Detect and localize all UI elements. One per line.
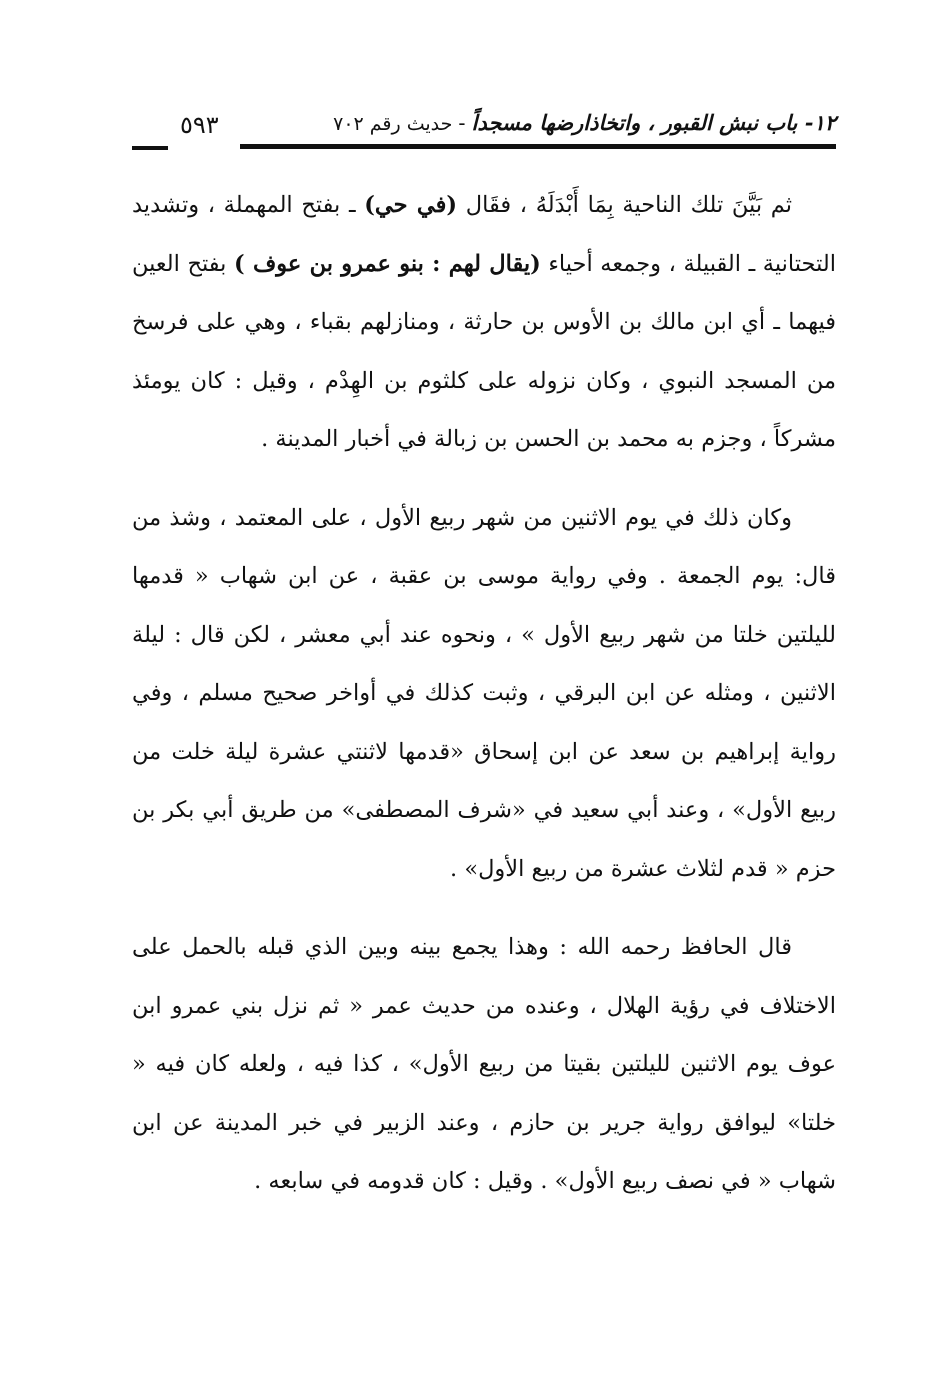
paragraph-1 — [132, 176, 836, 469]
hadith-reference: حديث رقم ٧٠٢ — [333, 113, 453, 135]
running-header — [132, 106, 836, 154]
page-number: ٥٩٣ — [180, 111, 219, 139]
paragraph-2: وكان ذلك في يوم الاثنين من شهر ربيع الأول ، على المعتمد ، وشذ من قال: يوم الجمعة . وفي رواية موسى بن عقبة ، عن ابن شهاب « قدمها لليلتين خلتا من شهر ربيع الأول » ، ونحوه عند أبي معشر ، لكن قال : ليلة الاثنين ، ومثله عن ابن البرقي ، وثبت كذلك في أواخر صحيح مسلم ، وفي رواية إبراهيم بن سعد عن ابن إسحاق «قدمها لاثنتي عشرة ليلة خلت من ربيع الأول» ، وعند أبي سعيد في «شرف المصطفى» من طريق أبي بكر بن حزم « قدم لثلاث عشرة من ربيع الأول» . — [132, 504, 836, 882]
paragraph-1-text-b: ـ بفتح المهملة ، وتشديد التحتانية ـ القبيلة ، وجمعه أحياء — [132, 192, 836, 277]
paragraph-3: قال الحافظ رحمه الله : وهذا يجمع بينه وبين الذي قبله بالحمل على الاختلاف في رؤية الهلال ، وعنده من حديث عمر « ثم نزل بني عمرو ابن عوف يوم الاثنين لليلتين بقيتا من ربيع الأول» ، كذا فيه ، ولعله كان فيه « خلتا» ليوافق رواية جرير بن حازم ، وعند الزبير في خبر المدينة عن ابن شهاب « في نصف ربيع الأول» . وقيل : كان قدومه في سابعه . — [132, 934, 836, 1194]
chapter-title — [333, 106, 836, 141]
quoted-phrase-in-hayy: (في حي) — [364, 192, 458, 218]
chapter-title-text: ١٢- باب نبش القبور ، واتخاذارضها مسجداً — [471, 110, 836, 135]
page-number-dash — [132, 146, 168, 150]
paragraph-1-text-c: بفتح العين فيهما ـ أي ابن مالك بن الأوس بن حارثة ، ومنازلهم بقباء ، وهي على فرسخ من المسجد النبوي ، وكان نزوله على كلثوم بن الهِدْم ، وقيل : كان يومئذ مشركاً ، وجزم به محمد بن الحسن بن زبالة في أخبار المدينة . — [132, 250, 836, 452]
page-body — [132, 176, 836, 1211]
header-separator: - — [458, 111, 466, 135]
header-rule — [240, 144, 836, 149]
paragraph-1-text-a: ثم بَيَّنَ تلك الناحية بِمَا أَبْدَلَهُ ، فقَال — [465, 192, 793, 218]
quoted-phrase-bani-amr: (يقال لهم : بنو عمرو بن عوف ) — [234, 250, 541, 277]
